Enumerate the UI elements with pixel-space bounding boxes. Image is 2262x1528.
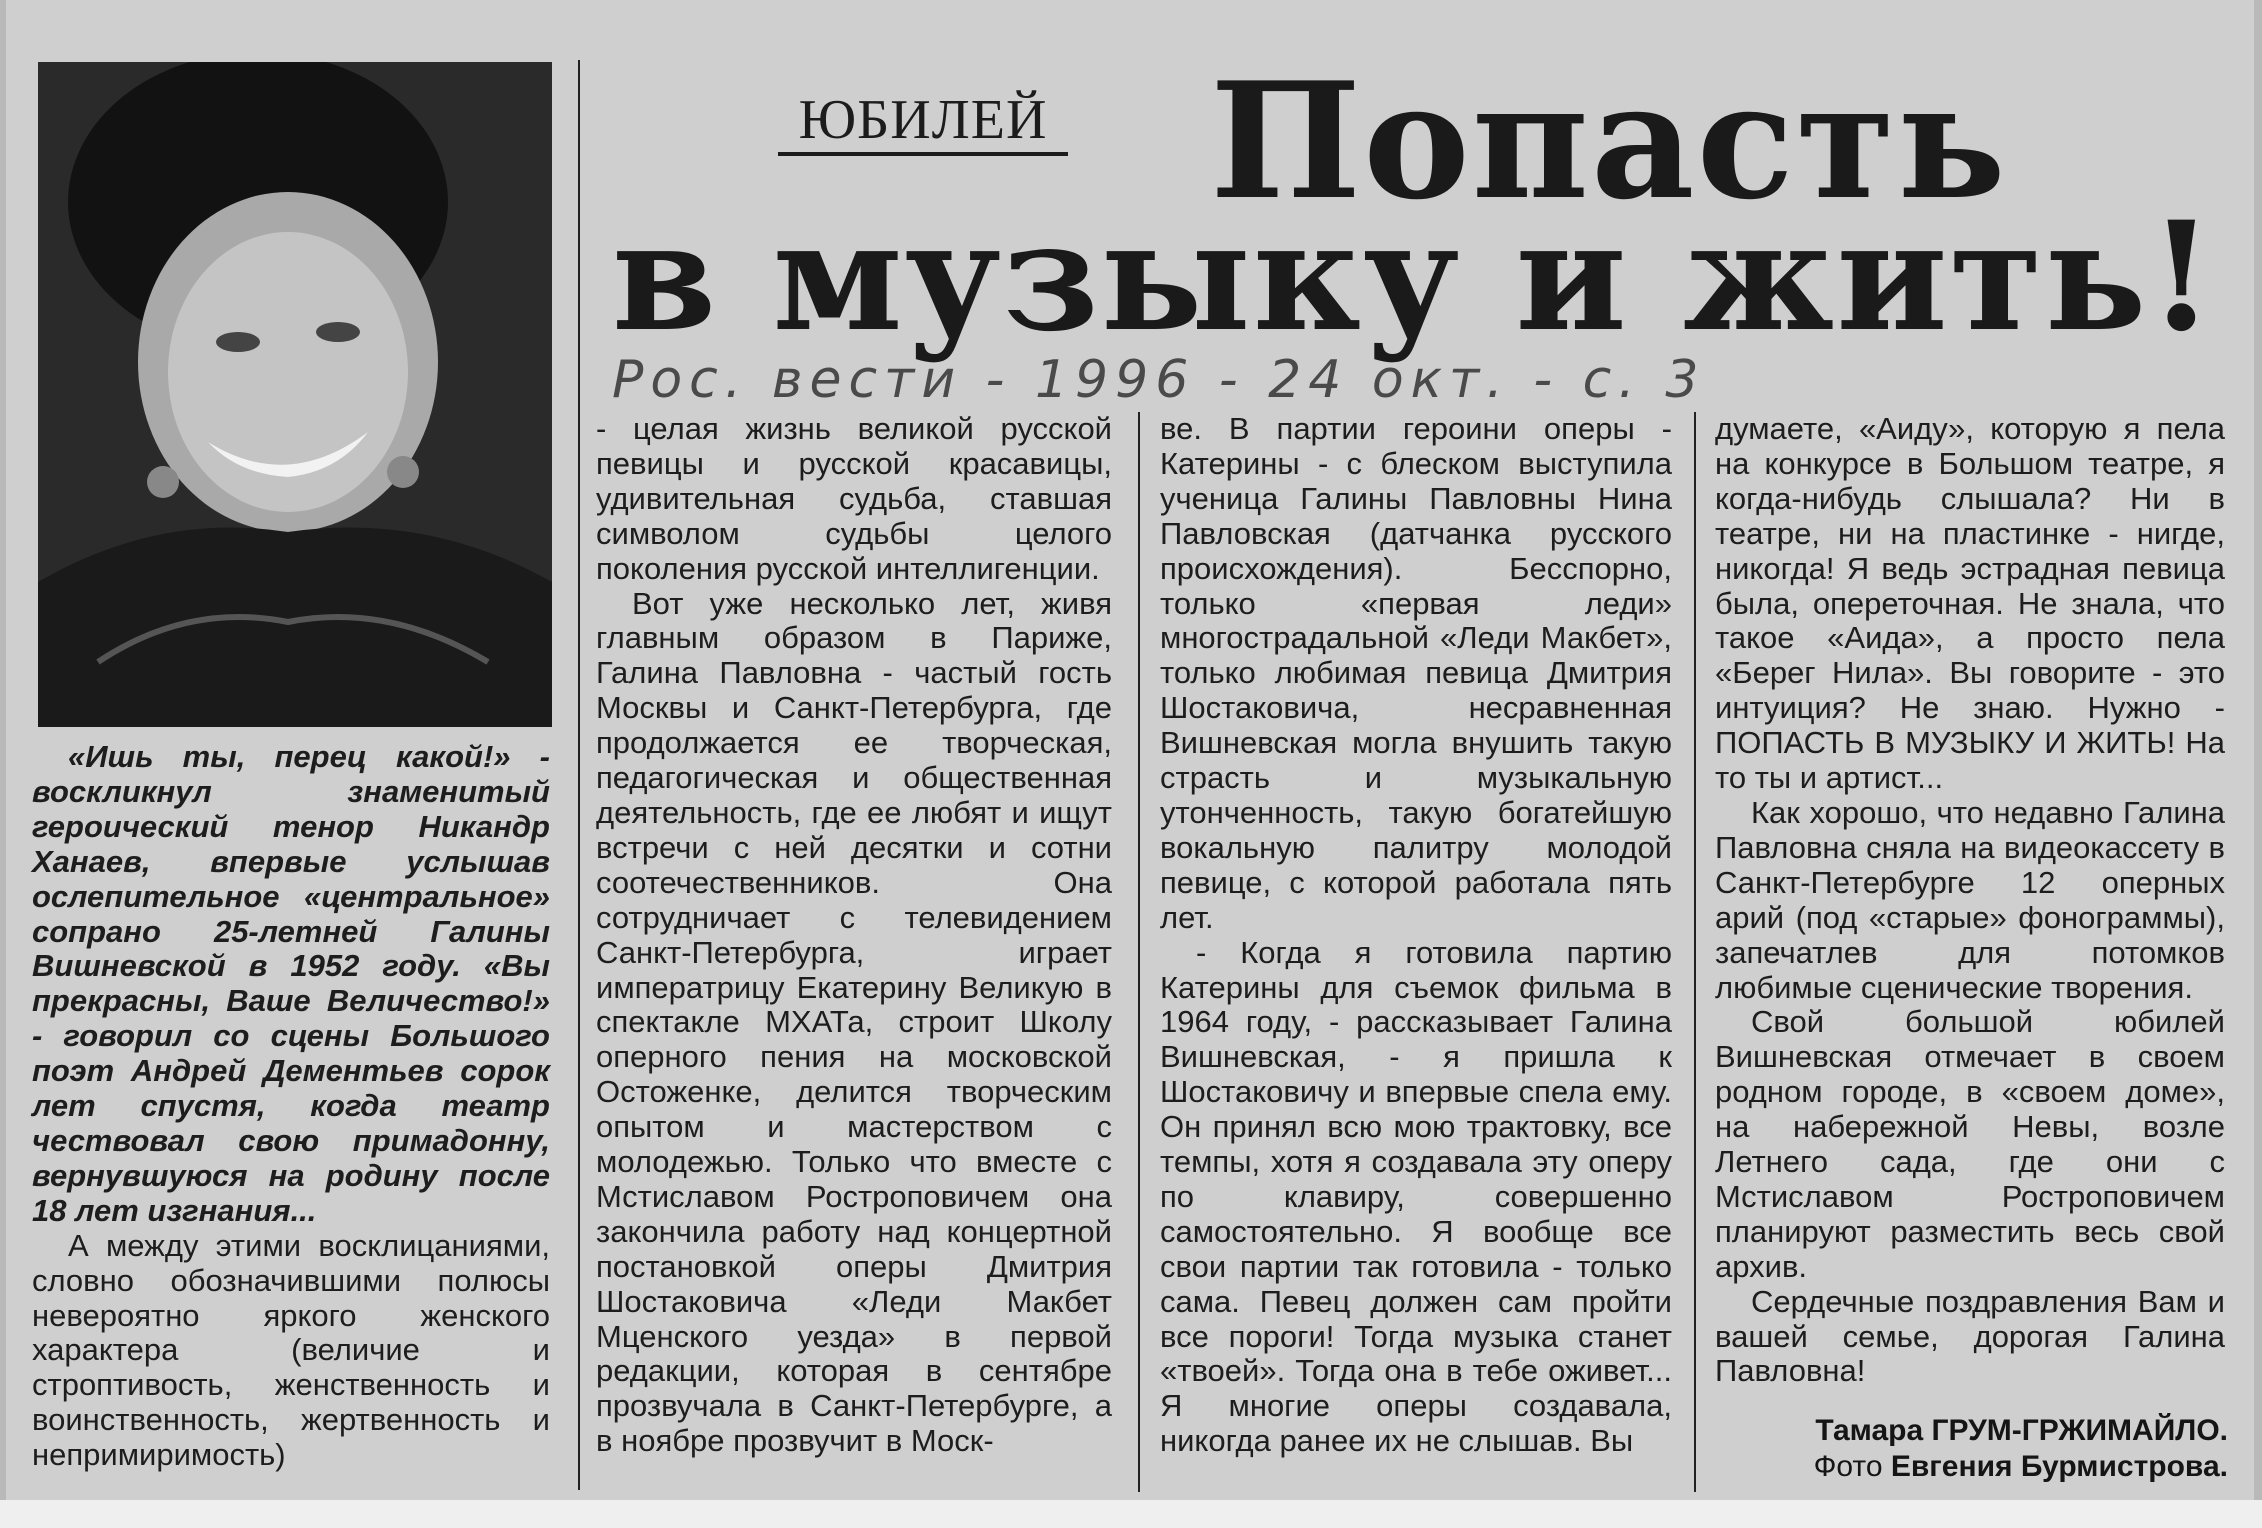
article-column-4 [1715,412,2225,1389]
paragraph: Вот уже несколько лет, живя главным образом в Париже, Галина Павловна - частый гость Москвы и Санкт-Петербурга, где продолжается ее творческая, педагогическая и общественная деятельность, где ее любят и ищут встречи с ней десятки и сотни соотечественников. Она сотрудничает с телевидением Санкт-Петербурга, играет императрицу Екатерину Великую в спектакле МХАТа, строит Школу оперного пения на московской Остоженке, делится творческим опытом и мастерством с молодежью. Только что вместе с Мстиславом Ростроповичем она закончила работу над концертной постановкой оперы Дмитрия Шостаковича «Леди Макбет Мценского уезда» в первой редакции, которая в сентябре прозвучала в Санкт-Петербурге, а в ноябре прозвучит в Моск- [596,585,1112,1459]
scan-background [0,1500,2262,1528]
photo-credit [1814,1450,2228,1484]
author-byline: Тамара ГРУМ-ГРЖИМАЙЛО. [1815,1414,2228,1447]
portrait-photo [38,62,552,727]
headline-line-2: в музыку и жить! [612,189,2217,365]
paragraph: Свой большой юбилей Вишневская отмечает в своем родном городе, в «своем доме», на набережной Невы, возле Летнего сада, где они с Мстиславом Ростроповичем планируют разместить весь свой архив. [1715,1004,2225,1284]
paragraph: Как хорошо, что недавно Галина Павловна сняла на видеокассету в Санкт-Петербурге 12 оперных арий (под «старые» фонограммы), запечатлев для потомков любимые сценические творения. [1715,794,2225,1005]
photographer-name: Евгения Бурмистрова. [1890,1450,2228,1483]
handwritten-archive-note: Рос. вести - 1996 - 24 окт. - с. 3 [612,350,1706,410]
photo-caption: «Ишь ты, перец какой!» - воскликнул знаменитый героический тенор Никандр Ханаев, впервые услышав ослепительное «центральное» сопрано 25-летней Галины Вишневской в 1952 году. «Вы прекрасны, Ваше Величество!» - говорил со сцены Большого поэт Андрей Дементьев сорок лет спустя, когда театр чествовал свою примадонну, вернувшуюся на родину после 18 лет изгнания... [32,739,550,1228]
article-column-3 [1160,412,1672,1459]
article-column-2 [596,412,1112,1459]
paragraph: думаете, «Аиду», которую я пела на конкурсе в Большом театре, я когда-нибудь слышала? Ни в театре, ни на пластинке - нигде, никогда! Я ведь эстрадная певица была, опереточная. Не знала, что такое «Аида», а просто пела «Берег Нила». Вы говорите - это интуиция? Не знаю. Нужно - ПОПАСТЬ В МУЗЫКУ И ЖИТЬ! На то ты и артист... [1715,411,2225,796]
paragraph: Сердечные поздравления Вам и вашей семье, дорогая Галина Павловна! [1715,1283,2225,1389]
photo-credit-prefix: Фото [1813,1450,1891,1483]
column-divider [1694,412,1696,1492]
article-column-1 [32,740,550,1473]
paragraph: А между этими восклицаниями, словно обозначившими полюсы невероятно яркого женского характера (величие и строптивость, женственность и воинственность, жертвенность и непримиримость) [32,1227,550,1473]
paragraph: - Когда я готовила партию Катерины для съемок фильма в 1964 году, - рассказывает Галина Вишневская, - я пришла к Шостаковичу и впервые спела ему. Он принял всю мою трактовку, все темпы, хотя я создавала эту оперу по клавиру, совершенно самостоятельно. Я вообще все свои партии так готовила - только сама. Певец должен сам пройти все пороги! Тогда музыка станет «твоей». Тогда она в тебе оживет... Я многие оперы создавала, никогда ранее их не слышав. Вы [1160,934,1672,1459]
paragraph: - целая жизнь великой русской певицы и русской красавицы, удивительная судьба, ставшая символом судьбы целого поколения русской интеллигенции. [596,411,1112,586]
headline-line-1: Попасть [1210,47,2008,235]
column-divider [1138,412,1140,1492]
paragraph: ве. В партии героини оперы - Катерины - с блеском выступила ученица Галины Павловны Нина Павловская (датчанка русского происхождения). Бесспорно, только «первая леди» многострадальной «Леди Макбет», только любимая певица Дмитрия Шостаковича, несравненная Вишневская могла внушить такую страсть и музыкальную утонченность, такую богатейшую вокальную палитру молодой певице, с которой работала пять лет. [1160,411,1672,935]
section-rubric: ЮБИЛЕЙ [778,88,1068,156]
column-divider [578,60,580,1490]
